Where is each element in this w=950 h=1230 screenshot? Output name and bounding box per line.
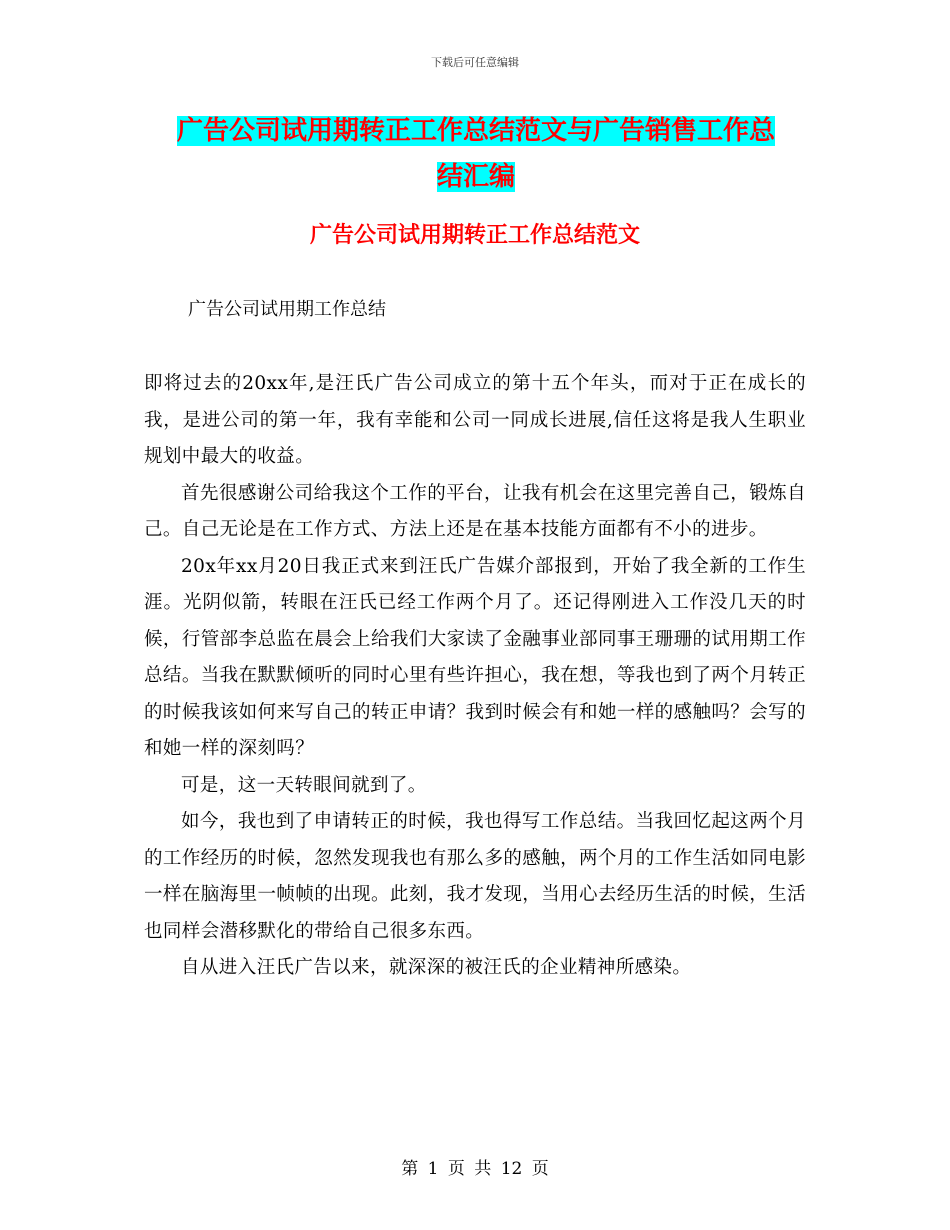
section-title: 广告公司试用期转正工作总结范文: [309, 223, 640, 248]
page-number-footer: 第 1 页 共 12 页: [401, 1159, 549, 1179]
paragraph: 首先很感谢公司给我这个工作的平台，让我有机会在这里完善自己，锻炼自己。自己无论是在工作方式、方法上还是在基本技能方面都有不小的进步。: [144, 482, 806, 540]
paragraph: 即将过去的20xx年,是汪氏广告公司成立的第十五个年头，而对于正在成长的我，是进公司的第一年，我有幸能和公司一同成长进展,信任这将是我人生职业规划中最大的收益。: [144, 373, 806, 467]
document-body: [144, 366, 806, 987]
paragraph: 可是，这一天转眼间就到了。: [181, 774, 427, 796]
document-title-line-1: 广告公司试用期转正工作总结范文与广告销售工作总: [176, 116, 775, 146]
paragraph: 自从进入汪氏广告以来，就深深的被汪氏的企业精神所感染。: [181, 957, 692, 978]
document-title: [150, 108, 802, 200]
paragraph: 20x年xx月20日我正式来到汪氏广告媒介部报到，开始了我全新的工作生涯。光阴似箭，转眼在汪氏已经工作两个月了。还记得刚进入工作没几天的时候，行管部李总监在晨会上给我们大家读了金融事业部同事王珊珊的试用期工作总结。当我在默默倾听的同时心里有些许担心，我在想，等我也到了两个月转正的时候我该如何来写自己的转正申请？我到时候会有和她一样的感触吗？会写的和她一样的深刻吗？: [144, 555, 806, 759]
header-note: 下载后可任意编辑: [431, 56, 519, 69]
section-subtitle: 广告公司试用期工作总结: [188, 299, 386, 320]
document-title-line-2: 结汇编: [436, 162, 515, 192]
paragraph: 如今，我也到了申请转正的时候，我也得写工作总结。当我回忆起这两个月的工作经历的时候，忽然发现我也有那么多的感触，两个月的工作生活如同电影一样在脑海里一帧帧的出现。此刻，我才发现，当用心去经历生活的时候，生活也同样会潜移默化的带给自己很多东西。: [144, 811, 806, 942]
